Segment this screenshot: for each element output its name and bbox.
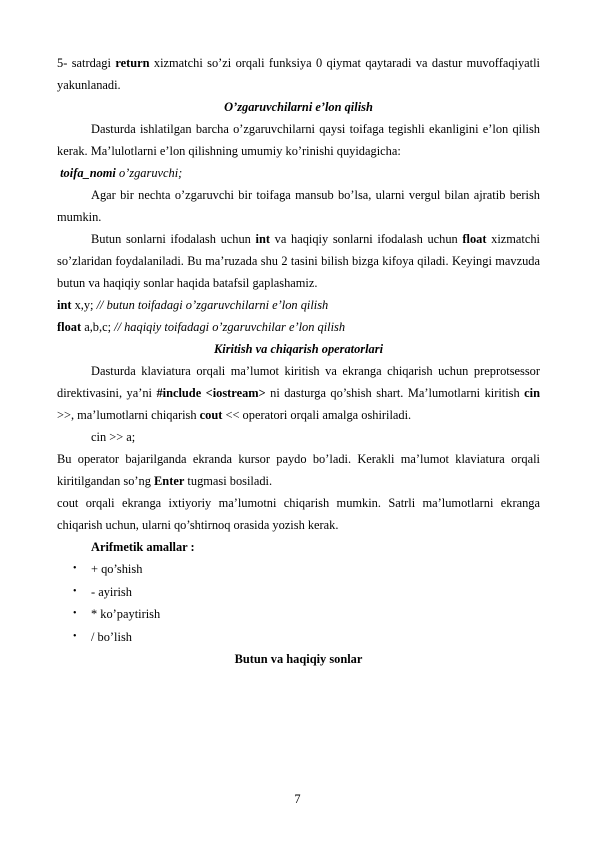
code: a,b,c; <box>81 320 115 334</box>
heading-numbers: Butun va haqiqiy sonlar <box>234 652 363 666</box>
heading-io: Kiritish va chiqarish operatorlari <box>213 342 384 356</box>
text: Dasturda klaviatura orqali ma’lumot kiritish va ekranga chiqarish uchun preprotsessor direktivasini, ya’ni <box>57 364 540 400</box>
list-item-label: / bo’lish <box>91 629 132 644</box>
syntax-var: o’zgaruvchi; <box>115 166 183 180</box>
heading-arithmetic: Arifmetik amallar : <box>91 540 195 554</box>
keyword-float: float <box>57 320 82 334</box>
bullet-icon: • <box>73 630 77 642</box>
syntax-line <box>57 162 540 184</box>
bullet-icon: • <box>73 585 77 597</box>
code-comment: // haqiqiy toifadagi o’zgaruvchilar e’lon qilish <box>114 320 346 334</box>
bullet-icon: • <box>73 608 77 619</box>
keyword-int: int <box>255 232 270 246</box>
paragraph-return <box>57 52 540 96</box>
keyword-cout: cout <box>199 408 223 422</box>
paragraph-int-float <box>57 228 540 294</box>
arithmetic-list <box>57 558 540 648</box>
list-item <box>57 581 540 604</box>
document-page <box>57 52 540 670</box>
paragraph-cout: cout orqali ekranga ixtiyoriy ma’lumotni chiqarish mumkin. Satrli ma’lumotlarni ekranga chiqarish uchun, ularni qo’shtirnoq orasida yozish kerak. <box>57 496 540 532</box>
list-item-label: + qo’shish <box>91 562 143 576</box>
keyword-int: int <box>57 298 72 312</box>
syntax-type: toifa_nomi <box>60 166 116 180</box>
text: >>, ma’lumotlarni chiqarish <box>57 408 200 422</box>
keyword-float: float <box>462 232 487 246</box>
code-cin: cin >> a; <box>91 430 136 444</box>
keyword-return: return <box>115 56 150 70</box>
text: xizmatchi so’zi orqali funksiya 0 qiymat qaytaradi va dastur muvoffaqiyatli yakunlanadi. <box>57 56 540 92</box>
text: << operatori orqali amalga oshiriladi. <box>222 408 412 422</box>
code-int-line <box>57 294 540 316</box>
text: 5- satrdagi <box>57 56 116 70</box>
keyword-cin: cin <box>524 386 540 400</box>
text: tugmasi bosiladi. <box>184 474 273 488</box>
text: va haqiqiy sonlarni ifodalash uchun <box>270 232 463 246</box>
page-number: 7 <box>294 792 301 806</box>
list-item-label: - ayirish <box>91 584 132 599</box>
code-float-line <box>57 316 540 338</box>
code-comment: // butun toifadagi o’zgaruvchilarni e’lon qilish <box>96 298 329 312</box>
list-item <box>57 626 540 649</box>
heading-variables: O’zgaruvchilarni e’lon qilish <box>224 100 373 114</box>
text: Butun sonlarni ifodalash uchun <box>91 232 256 246</box>
bullet-icon: • <box>73 563 77 574</box>
list-item <box>57 603 540 626</box>
list-item <box>57 558 540 581</box>
code: x,y; <box>71 298 97 312</box>
list-item-label: * ko’paytirish <box>91 607 161 621</box>
paragraph-declare: Dasturda ishlatilgan barcha o’zgaruvchilarni qaysi toifaga tegishli ekanligini e’lon qilish kerak. Ma’lulotlarni e’lon qilishning umumiy ko’rinishi quyidagicha: <box>57 122 540 158</box>
keyword-include: #include <iostream> <box>156 386 266 400</box>
paragraph-io <box>57 360 540 426</box>
keyword-enter: Enter <box>154 474 185 488</box>
text: Bu operator bajarilganda ekranda kursor paydo bo’ladi. Kerakli ma’lumot klaviatura orqali kiritilgandan so’ng <box>57 452 540 488</box>
text: ni dasturga qo’shish shart. Ma’lumotlarni kiritish <box>265 386 525 400</box>
text: xizmatchi so’zlaridan foydalaniladi. Bu ma’ruzada shu 2 tasini bilish bizga kifoya qiladi. Keyingi mavzuda butun va haqiqiy sonlar haqida batafsil gaplashamiz. <box>57 232 540 290</box>
paragraph-comma: Agar bir nechta o’zgaruvchi bir toifaga mansub bo’lsa, ularni vergul bilan ajratib berish mumkin. <box>57 188 540 224</box>
paragraph-cursor <box>57 448 540 492</box>
